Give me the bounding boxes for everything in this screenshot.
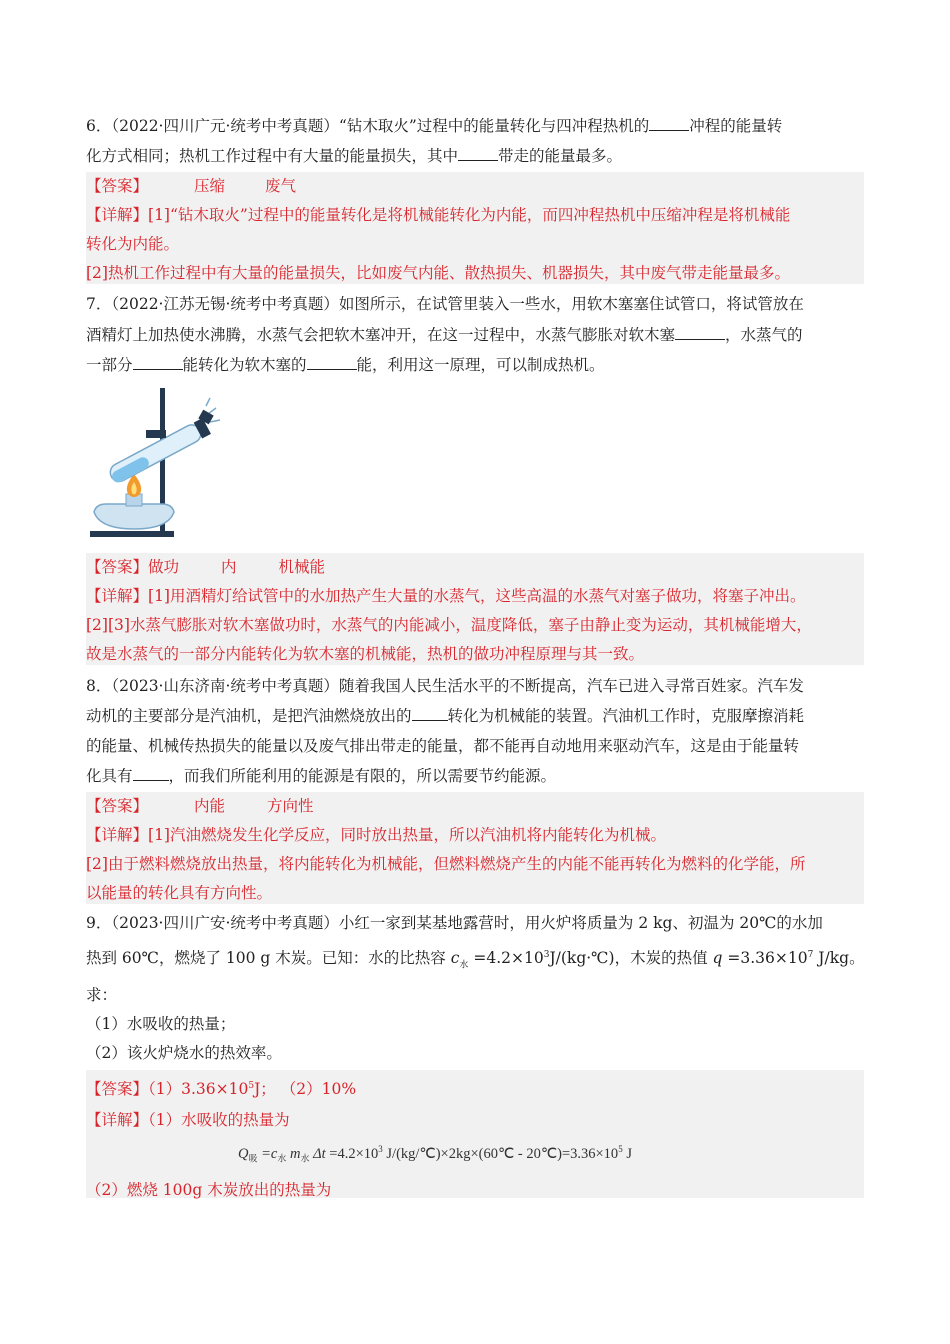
q6-answer	[86, 176, 296, 196]
subscript: 吸	[248, 1153, 258, 1164]
answer-blank	[133, 355, 183, 370]
answer-blank	[412, 706, 448, 721]
q8-answer	[86, 796, 314, 816]
q9-line2	[86, 945, 865, 975]
formula-text: J	[626, 1145, 632, 1162]
q9-line1	[86, 913, 823, 933]
q6-text: 化方式相同；热机工作过程中有大量的能量损失，其中	[86, 147, 459, 165]
q6-detail-2	[86, 263, 790, 283]
formula-text: =4.2×10	[329, 1145, 379, 1162]
detail-text: [1]用酒精灯给试管中的水加热产生大量的水蒸气，这些高温的水蒸气对塞子做功，将塞子冲出。	[148, 587, 806, 605]
answer-label: 【答案】	[86, 797, 149, 815]
q9-text: 。	[849, 949, 865, 968]
exponent: 5	[618, 1144, 623, 1154]
answer-blank	[307, 355, 357, 370]
heat-value: =3.36×10	[727, 949, 808, 968]
formula-symbol: m	[290, 1145, 301, 1162]
answer-value: 内能	[194, 797, 226, 815]
unit: J；	[254, 1080, 276, 1099]
clamp	[146, 430, 166, 438]
detail-text: [1]“钻木取火”过程中的能量转化是将机械能转化为内能，而四冲程热机中压缩冲程是将机械能	[148, 206, 791, 224]
subscript: 水	[459, 960, 469, 971]
answer-label: 【答案】	[86, 558, 149, 576]
detail-label: 【详解】	[86, 587, 149, 605]
q9-line3	[86, 985, 117, 1005]
q7-text: 7．（2022·江苏无锡·统考中考真题）如图所示，在试管里装入一些水，用软木塞塞住试管口，将试管放在	[86, 295, 804, 313]
detail-label: 【详解】	[86, 826, 149, 844]
detail-text: （2）燃烧 100g 木炭放出的热量为	[86, 1181, 332, 1199]
q7-line2	[86, 325, 803, 345]
test-tube	[107, 418, 211, 485]
q8-text: 的能量、机械传热损失的能量以及废气排出带走的能量，都不能再自动地用来驱动汽车，这是由于能量转	[86, 737, 800, 755]
subscript: 水	[300, 1153, 310, 1164]
q8-detail-1	[86, 825, 666, 845]
q8-line4	[86, 766, 556, 786]
answer-value: 压缩	[194, 177, 226, 195]
detail-text: [2]热机工作过程中有大量的能量损失，比如废气内能、散热损失、机器损失，其中废气带走能量最多。	[86, 264, 790, 282]
q7-detail-2b	[86, 644, 644, 664]
q7-text: 能转化为软木塞的	[182, 356, 307, 374]
q7-detail-2a	[86, 615, 812, 635]
detail-text: [2]由于燃料燃烧放出热量，将内能转化为机械能，但燃料燃烧产生的内能不能再转化为燃料的化学能，所	[86, 855, 806, 873]
formula-text: J/(kg/℃)×2kg×(60℃ - 20℃)=3.36×10	[386, 1145, 619, 1162]
q9-answer	[86, 1076, 356, 1099]
answer-value: 废气	[265, 177, 297, 195]
specific-heat-value: =4.2×10	[473, 949, 544, 968]
detail-text: [1]汽油燃烧发生化学反应，同时放出热量，所以汽油机将内能转化为机械。	[148, 826, 666, 844]
q8-text: 化具有	[86, 767, 133, 785]
detail-label: 【详解】	[86, 206, 149, 224]
test-tube-apparatus-illustration	[86, 384, 226, 544]
q6-line2	[86, 146, 622, 166]
q8-detail-2a	[86, 854, 805, 874]
detail-text: 以能量的转化具有方向性。	[86, 884, 273, 902]
q7-detail-1	[86, 586, 805, 606]
q6-detail-1b	[86, 234, 179, 254]
q7-text: 一部分	[86, 356, 133, 374]
answer-value: 方向性	[267, 797, 314, 815]
formula-symbol: Δt	[313, 1145, 326, 1162]
q6-detail-1a	[86, 205, 790, 225]
exponent: 3	[378, 1144, 383, 1154]
formula-symbol: Q	[238, 1145, 249, 1162]
answer-blank	[649, 116, 689, 131]
q7-text: 酒精灯上加热使水沸腾，水蒸气会把软木塞冲开，在这一过程中，水蒸气膨胀对软木塞	[86, 326, 676, 344]
detail-text: 故是水蒸气的一部分内能转化为软木塞的机械能，热机的做功冲程原理与其一致。	[86, 645, 645, 663]
q8-detail-2b	[86, 883, 272, 903]
answer-blank	[675, 325, 725, 340]
detail-label: 【详解】	[86, 1111, 149, 1129]
detail-text: [2][3]水蒸气膨胀对软木塞做功时，水蒸气的内能减小，温度降低，塞子由静止变为运动，其机械能增大，	[86, 616, 812, 634]
specific-heat-symbol: c	[450, 949, 460, 968]
formula-symbol: =c	[261, 1145, 278, 1162]
subscript: 水	[277, 1153, 287, 1164]
unit: J/(kg·℃)	[549, 949, 615, 968]
q7-line1	[86, 294, 804, 314]
q8-line1	[86, 676, 804, 696]
q9-text: （1）水吸收的热量；	[86, 1015, 236, 1033]
q7-text: ，水蒸气的	[725, 326, 803, 344]
q6-line1	[86, 116, 782, 136]
q6-text: 6．（2022·四川广元·统考中考真题）“钻木取火”过程中的能量转化与四冲程热机的	[86, 117, 650, 135]
exponent: 3	[543, 950, 550, 960]
q8-text: 动机的主要部分是汽油机，是把汽油燃烧放出的	[86, 707, 412, 725]
q8-line2	[86, 706, 804, 726]
exponent: 5	[248, 1081, 255, 1091]
detail-text: （1）水吸收的热量为	[148, 1111, 290, 1129]
answer-value: 内	[221, 558, 237, 576]
answer-label: 【答案】	[86, 177, 149, 195]
answer-value: （2）10%	[280, 1080, 357, 1099]
answer-blank	[458, 146, 498, 161]
q9-text: ，木炭的热值	[614, 949, 708, 968]
q7-answer	[86, 557, 325, 577]
heat-formula	[238, 1144, 632, 1165]
q9-detail-1	[86, 1110, 290, 1130]
q6-text: 冲程的能量转	[689, 117, 783, 135]
answer-value: （1）3.36×10	[148, 1080, 249, 1099]
q8-line3	[86, 736, 799, 756]
q9-sub2	[86, 1043, 282, 1063]
q8-text: ，而我们所能利用的能源是有限的，所以需要节约能源。	[168, 767, 557, 785]
detail-text: 转化为内能。	[86, 235, 180, 253]
q9-text: （2）该火炉烧水的热效率。	[86, 1044, 282, 1062]
q9-text: 热到 60℃，燃烧了 100 g 木炭。已知：水的比热容	[86, 949, 446, 968]
answer-blank	[133, 766, 169, 781]
unit: J/kg	[818, 949, 850, 968]
q9-sub1	[86, 1014, 235, 1034]
q9-detail-2	[86, 1180, 331, 1200]
q8-text: 转化为机械能的装置。汽油机工作时，克服摩擦消耗	[447, 707, 805, 725]
q8-text: 8．（2023·山东济南·统考中考真题）随着我国人民生活水平的不断提高，汽车已进入寻常百姓家。汽车发	[86, 677, 804, 695]
exponent: 7	[807, 950, 814, 960]
heat-value-symbol: q	[712, 949, 723, 968]
q9-text: 9．（2023·四川广安·统考中考真题）小红一家到某基地露营时，用火炉将质量为 2 kg、初温为 20℃的水加	[86, 914, 823, 932]
q7-line3	[86, 355, 605, 375]
answer-value: 做功	[148, 558, 180, 576]
q7-text: 能，利用这一原理，可以制成热机。	[356, 356, 605, 374]
q9-text: 求：	[86, 986, 118, 1004]
answer-value: 机械能	[278, 558, 326, 576]
q6-text: 带走的能量最多。	[498, 147, 623, 165]
answer-label: 【答案】	[86, 1080, 149, 1099]
